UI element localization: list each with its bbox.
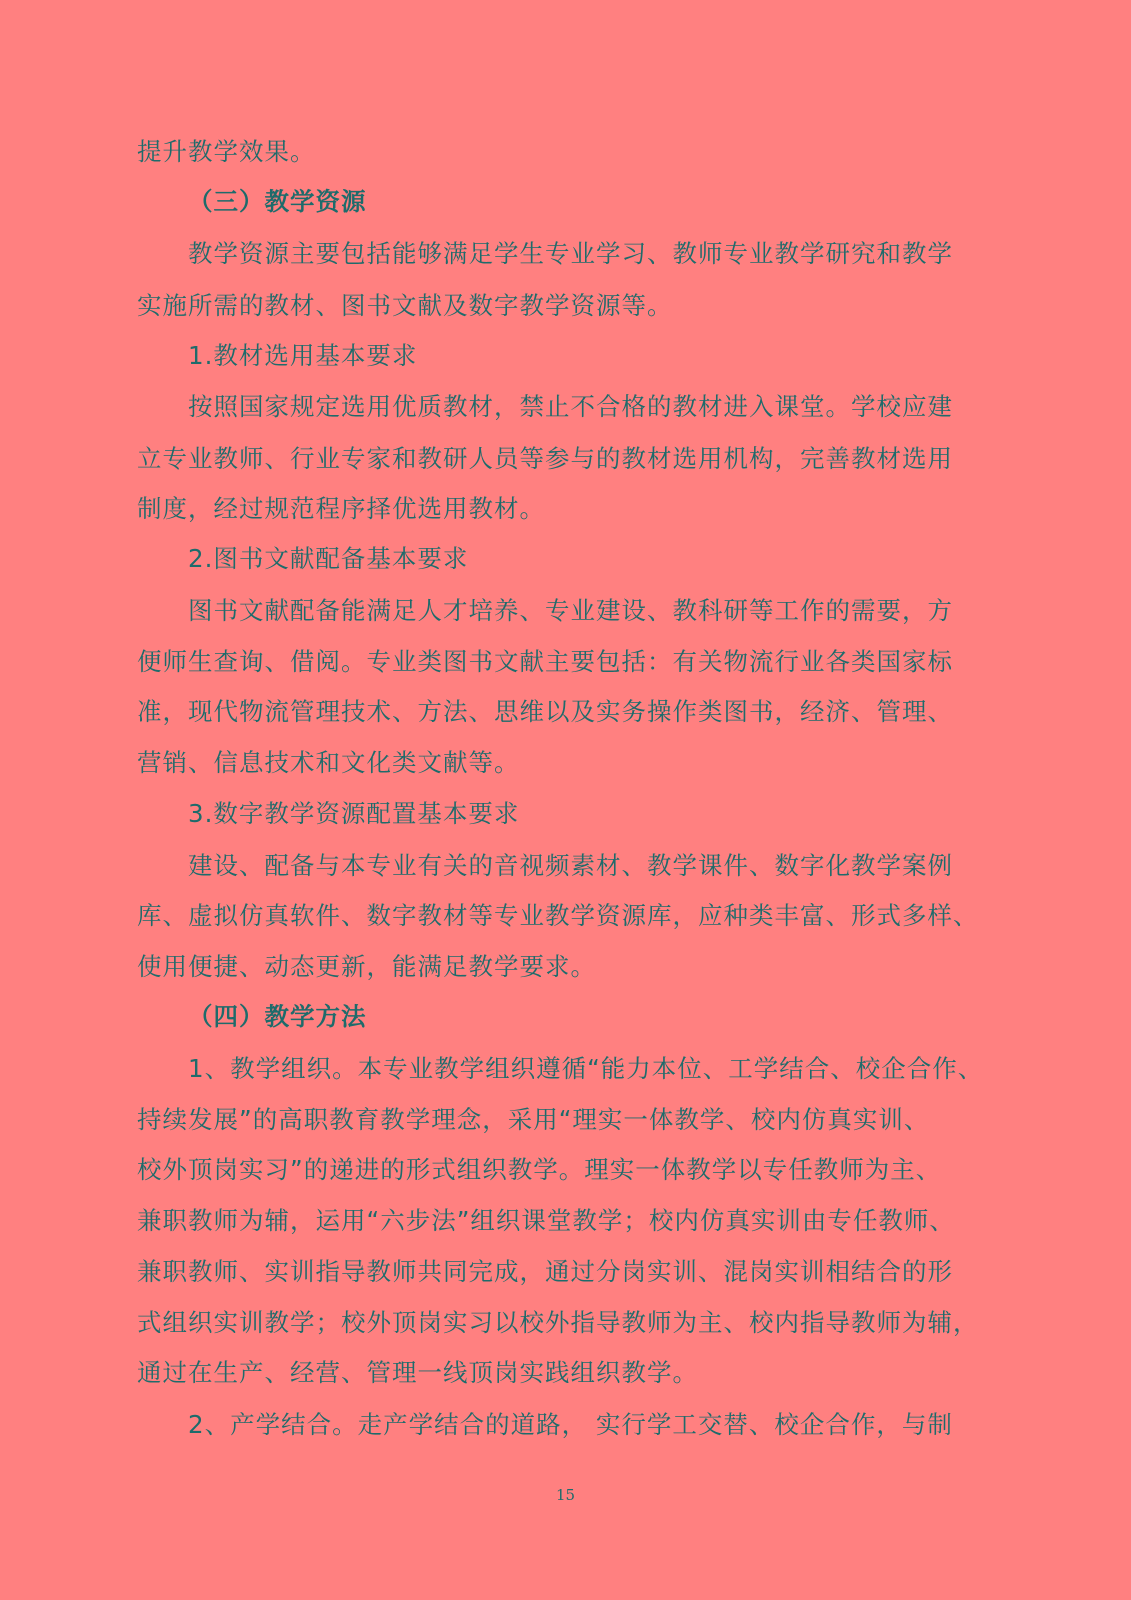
text-line: 1、教学组织。本专业教学组织遵循“能力本位、工学结合、校企合作、 bbox=[188, 1054, 984, 1083]
text-line: 准，现代物流管理技术、方法、思维以及实务操作类图书，经济、管理、 bbox=[137, 697, 953, 726]
text-line: 便师生查询、借阅。专业类图书文献主要包括：有关物流行业各类国家标 bbox=[137, 647, 953, 676]
text-line: 兼职教师为辅，运用“六步法”组织课堂教学；校内仿真实训由专任教师、 bbox=[137, 1206, 955, 1235]
text-line: 图书文献配备能满足人才培养、专业建设、教科研等工作的需要，方 bbox=[188, 596, 953, 625]
text-line: 使用便捷、动态更新，能满足教学要求。 bbox=[137, 952, 596, 981]
text-line: 通过在生产、经营、管理一线顶岗实践组织教学。 bbox=[137, 1358, 698, 1387]
section-heading: （四）教学方法 bbox=[188, 1002, 367, 1031]
text-line: 营销、信息技术和文化类文献等。 bbox=[137, 748, 520, 777]
text-line: 建设、配备与本专业有关的音视频素材、教学课件、数字化教学案例 bbox=[188, 851, 953, 880]
subheading: 3.数字教学资源配置基本要求 bbox=[188, 799, 520, 828]
text-line: 式组织实训教学；校外顶岗实习以校外指导教师为主、校内指导教师为辅， bbox=[137, 1308, 979, 1337]
text-line: 按照国家规定选用优质教材，禁止不合格的教材进入课堂。学校应建 bbox=[188, 392, 953, 421]
section-heading: （三）教学资源 bbox=[188, 187, 367, 216]
text-line: 兼职教师、实训指导教师共同完成，通过分岗实训、混岗实训相结合的形 bbox=[137, 1257, 953, 1286]
text-line: 立专业教师、行业专家和教研人员等参与的教材选用机构，完善教材选用 bbox=[137, 444, 953, 473]
page-number: 15 bbox=[555, 1486, 576, 1504]
text-line: 提升教学效果。 bbox=[137, 137, 316, 166]
text-line: 持续发展”的高职教育教学理念，采用“理实一体教学、校内仿真实训、 bbox=[137, 1105, 930, 1134]
text-line: 库、虚拟仿真软件、数字教材等专业教学资源库，应种类丰富、形式多样、 bbox=[137, 901, 979, 930]
text-line: 校外顶岗实习”的递进的形式组织教学。理实一体教学以专任教师为主、 bbox=[137, 1155, 942, 1184]
text-line: 实施所需的教材、图书文献及数字教学资源等。 bbox=[137, 291, 673, 320]
text-line: 教学资源主要包括能够满足学生专业学习、教师专业教学研究和教学 bbox=[188, 239, 953, 268]
text-line: 2、产学结合。走产学结合的道路， 实行学工交替、校企合作，与制 bbox=[188, 1410, 953, 1439]
subheading: 2.图书文献配备基本要求 bbox=[188, 544, 469, 573]
subheading: 1.教材选用基本要求 bbox=[188, 341, 418, 370]
text-line: 制度，经过规范程序择优选用教材。 bbox=[137, 494, 545, 523]
